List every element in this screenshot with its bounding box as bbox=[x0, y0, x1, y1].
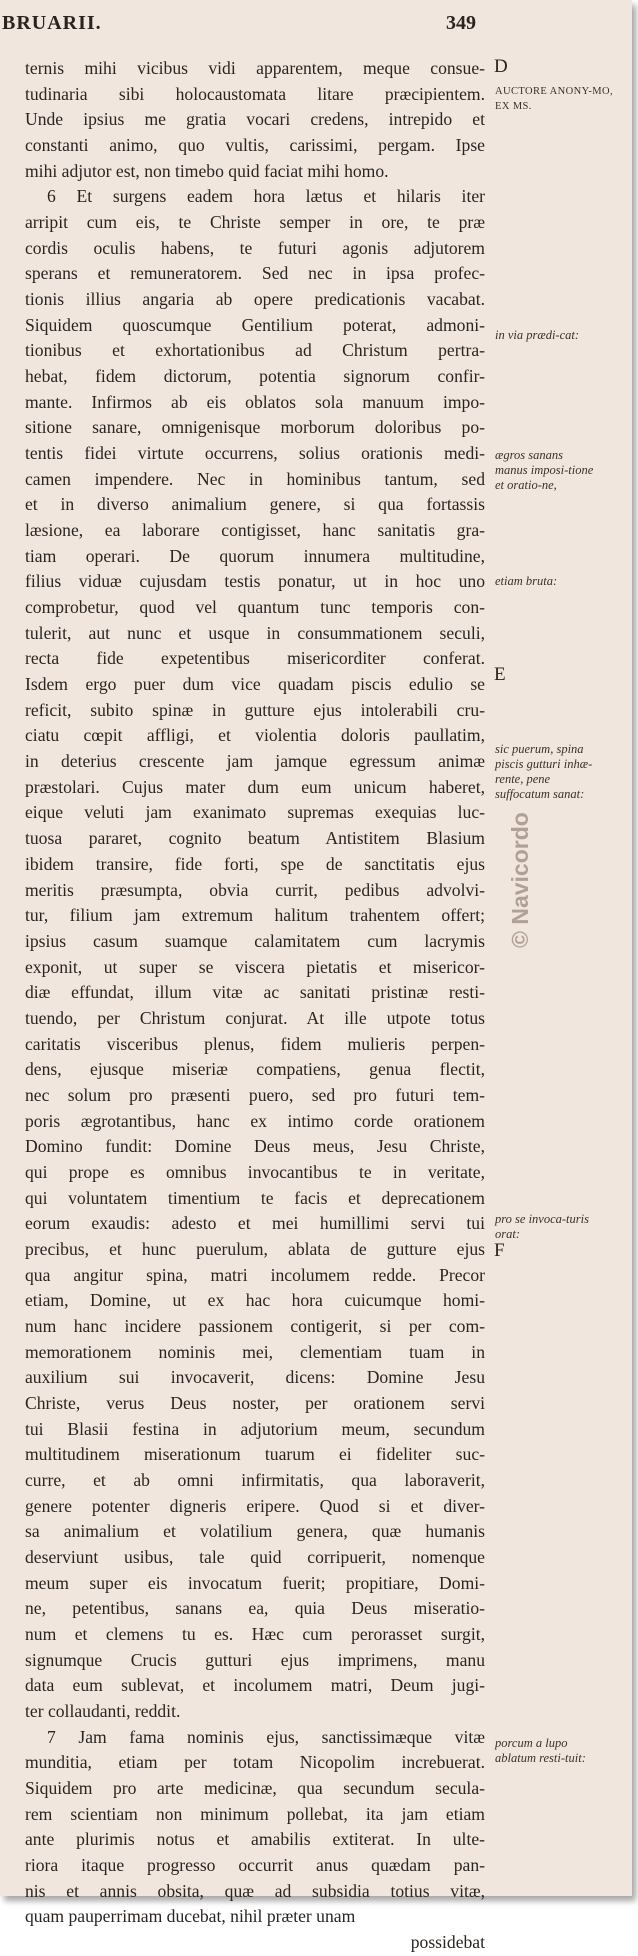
margin-note-porcum: porcum a lupo ablatum resti-tuit: bbox=[495, 1736, 586, 1765]
text-line: meritis præsumpta, obvia currit, pedibus advolvi- bbox=[25, 879, 485, 900]
text-line: tuendo, per Christum conjurat. At ille utpote totus bbox=[25, 1007, 485, 1028]
text-line: mante. Infirmos ab eis oblatos sola manuum impo- bbox=[25, 391, 485, 412]
text-line: rem scientiam non minimum pollebat, ita jam etiam bbox=[25, 1803, 485, 1824]
text-line: Siquidem pro arte medicinæ, qua secundum secula- bbox=[25, 1778, 485, 1799]
text-line: ternis mihi vicibus vidi apparentem, meque consue- bbox=[25, 58, 485, 78]
text-line: curre, et ab omni infirmitatis, qua laboraverit, bbox=[25, 1469, 485, 1490]
text-line: tulerit, aut nunc et usque in consummationem seculi, bbox=[25, 622, 485, 643]
text-line: mihi adjutor est, non timebo quid faciat mihi homo. bbox=[25, 160, 389, 181]
text-line: tionis illius angaria ab opere predicationis vacabat. bbox=[25, 289, 485, 310]
text-line: arripit cum eis, te Christe semper in ore, te præ bbox=[25, 212, 485, 233]
text-line: in deterius crescente jam jamque egressum animæ bbox=[25, 751, 485, 772]
text-line: num et clemens tu es. Hæc cum perorasset surgit, bbox=[25, 1623, 485, 1644]
text-line: ipsius casum suamque calamitatem cum lacrymis bbox=[25, 930, 485, 951]
text-line: quam pauperrimam ducebat, nihil præter unam bbox=[25, 1906, 356, 1927]
text-line: Christe, verus Deus noster, per orationem servi bbox=[25, 1392, 485, 1413]
text-line: etiam, Domine, ut ex hac hora cuicumque homi- bbox=[25, 1290, 485, 1311]
body-text bbox=[25, 56, 485, 1956]
text-line: constanti animo, quo vultis, carissimi, pergam. Ipse bbox=[25, 135, 485, 156]
text-line: dens, ejusque miseriæ compatiens, genua flectit, bbox=[25, 1059, 485, 1080]
text-line: Isdem ergo puer dum vice quadam piscis edulio se bbox=[25, 674, 485, 695]
text-line: caritatis visceribus plenus, fidem mulieris perpen- bbox=[25, 1033, 485, 1054]
text-line: tur, filium jam extremum halitum trahentem offert; bbox=[25, 905, 485, 926]
section-letter-f: F bbox=[494, 1240, 505, 1261]
text-line: tionibus et exhortationibus ad Christum pertra- bbox=[25, 340, 485, 361]
text-line: eique veluti jam exanimato supremas exequias luc- bbox=[25, 802, 485, 823]
text-line: qui prope es omnibus invocantibus te in veritate, bbox=[25, 1161, 485, 1182]
text-line: hebat, fidem dictorum, potentia signorum confir- bbox=[25, 366, 485, 387]
text-line: precibus, et hunc puerulum, ablata de gutture ejus bbox=[25, 1238, 485, 1259]
text-line: nec solum pro præsenti puero, sed pro futuri tem- bbox=[25, 1084, 485, 1105]
text-line: comprobetur, quod vel quantum tunc temporis con- bbox=[25, 597, 485, 618]
text-line: ibidem transire, fide forti, spe de sanctitatis ejus bbox=[25, 853, 485, 874]
text-line: genere potenter digneris eripere. Quod si et diver- bbox=[25, 1495, 485, 1516]
section-letter-e: E bbox=[494, 664, 506, 685]
section-letter-d: D bbox=[494, 56, 508, 77]
text-line: qua angitur spina, matri incolumem redde. Precor bbox=[25, 1264, 485, 1285]
text-line: ne, petentibus, sanans ea, quia Deus miseratio- bbox=[25, 1598, 485, 1619]
text-line: præstolari. Cujus mater dum eum unicum haberet, bbox=[25, 776, 485, 797]
running-title: BRUARII. bbox=[2, 12, 102, 34]
text-line: reficit, subito spinæ in gutture ejus intolerabili cru- bbox=[25, 699, 485, 720]
text-line: meum super eis invocatum fuerit; propitiare, Domi- bbox=[25, 1572, 485, 1593]
text-line: auxilium sui invocaverit, dicens: Domine Jesu bbox=[25, 1367, 485, 1388]
text-line: multitudinem miserationum tuarum ei fideliter suc- bbox=[25, 1444, 485, 1465]
text-line: sitione sanare, omnigenisque morborum doloribus po- bbox=[25, 417, 485, 438]
text-line: ante plurimis notus et amabilis extiterat. In ulte- bbox=[25, 1829, 485, 1850]
text-line: tentis fidei virtute occurrens, solius orationis medi- bbox=[25, 443, 485, 464]
text-line: tuosa pararet, cognito beatum Antistitem Blasium bbox=[25, 828, 485, 849]
text-line: Siquidem quoscumque Gentilium poterat, admoni- bbox=[25, 314, 485, 335]
text-line: tudinaria sibi holocaustomata litare præcipientem. bbox=[25, 83, 485, 104]
text-line: munditia, etiam per totam Nicopolim increbuerat. bbox=[25, 1752, 485, 1773]
margin-note-etiam-bruta: etiam bruta: bbox=[495, 574, 558, 588]
text-line: ter collaudanti, reddit. bbox=[25, 1701, 181, 1721]
text-line: filius viduæ cujusdam testis ponatur, ut in hoc uno bbox=[25, 571, 485, 592]
text-line: deserviunt usibus, tale quid corripuerit, nomenque bbox=[25, 1546, 485, 1567]
text-line: eorum exaudis: adesto et mei humillimi servi tui bbox=[25, 1213, 485, 1234]
margin-note-author: AUCTORE ANONY-MO, EX MS. bbox=[495, 86, 614, 112]
text-line: recta fide expetentibus misericorditer conferat. bbox=[25, 648, 485, 669]
watermark: © Navicordo bbox=[507, 812, 533, 948]
text-line: et in diverso animalium genere, si qua fortassis bbox=[25, 494, 485, 515]
text-line: sa animalium et volatilium genera, quæ humanis bbox=[25, 1521, 485, 1542]
text-line: tui Blasii festina in adjutorium meum, secundum bbox=[25, 1418, 485, 1439]
running-head bbox=[0, 12, 632, 38]
text-line: Domino fundit: Domine Deus meus, Jesu Christe, bbox=[25, 1136, 485, 1157]
text-line: 6 Et surgens eadem hora lætus et hilaris iter bbox=[47, 186, 485, 207]
text-line: num hanc incidere passionem contigerit, si per com- bbox=[25, 1315, 485, 1336]
text-line: Unde ipsius me gratia vocari credens, intrepido et bbox=[25, 109, 485, 130]
text-line: possidebat bbox=[410, 1932, 485, 1953]
text-line: data eum sublevat, et incolumem matri, Deum jugi- bbox=[25, 1675, 485, 1696]
text-line: poris ægrotantibus, hanc ex intimo corde orationem bbox=[25, 1110, 485, 1131]
margin-note-in-via: in via prædi-cat: bbox=[495, 328, 580, 342]
text-line: exponit, ut super se viscera pietatis et misericor- bbox=[25, 956, 485, 977]
page-number: 349 bbox=[446, 12, 476, 34]
text-line: sperans et remuneratorem. Sed nec in ipsa profec- bbox=[25, 263, 485, 284]
text-line: camen impendere. Nec in hominibus tantum, sed bbox=[25, 468, 485, 489]
text-line: cordis oculis habens, te futuri agonis adjutorem bbox=[25, 237, 485, 258]
text-line: læsione, ea laborare contigisset, hanc sanitatis gra- bbox=[25, 520, 485, 541]
margin-note-sic-puerum: sic puerum, spina piscis gutturi inhæ-rente, pene suffocatum sanat: bbox=[495, 742, 593, 801]
text-line: 7 Jam fama nominis ejus, sanctissimæque vitæ bbox=[47, 1726, 485, 1747]
text-line: diæ effundat, illum vitæ ac sanitati pristinæ resti- bbox=[25, 982, 485, 1003]
text-line: nis et annis obsita, quæ ad subsidia totius vitæ, bbox=[25, 1880, 485, 1901]
text-line: qui voluntatem timentium te facis et deprecationem bbox=[25, 1187, 485, 1208]
text-line: ciatu cœpit affligi, et violentia doloris paullatim, bbox=[25, 725, 485, 746]
text-line: riora itaque progresso occurrit anus quædam pan- bbox=[25, 1855, 485, 1876]
text-line: tiam operari. De quorum innumera multitudine, bbox=[25, 545, 485, 566]
text-line: signumque Crucis gutturi ejus imprimens, manu bbox=[25, 1649, 485, 1670]
text-line: memorationem nominis mei, clementiam tuam in bbox=[25, 1341, 485, 1362]
margin-note-pro-se: pro se invoca-turis orat: bbox=[495, 1212, 589, 1241]
margin-note-aegros: ægros sanans manus imposi-tione et oratio-ne, bbox=[495, 448, 594, 492]
